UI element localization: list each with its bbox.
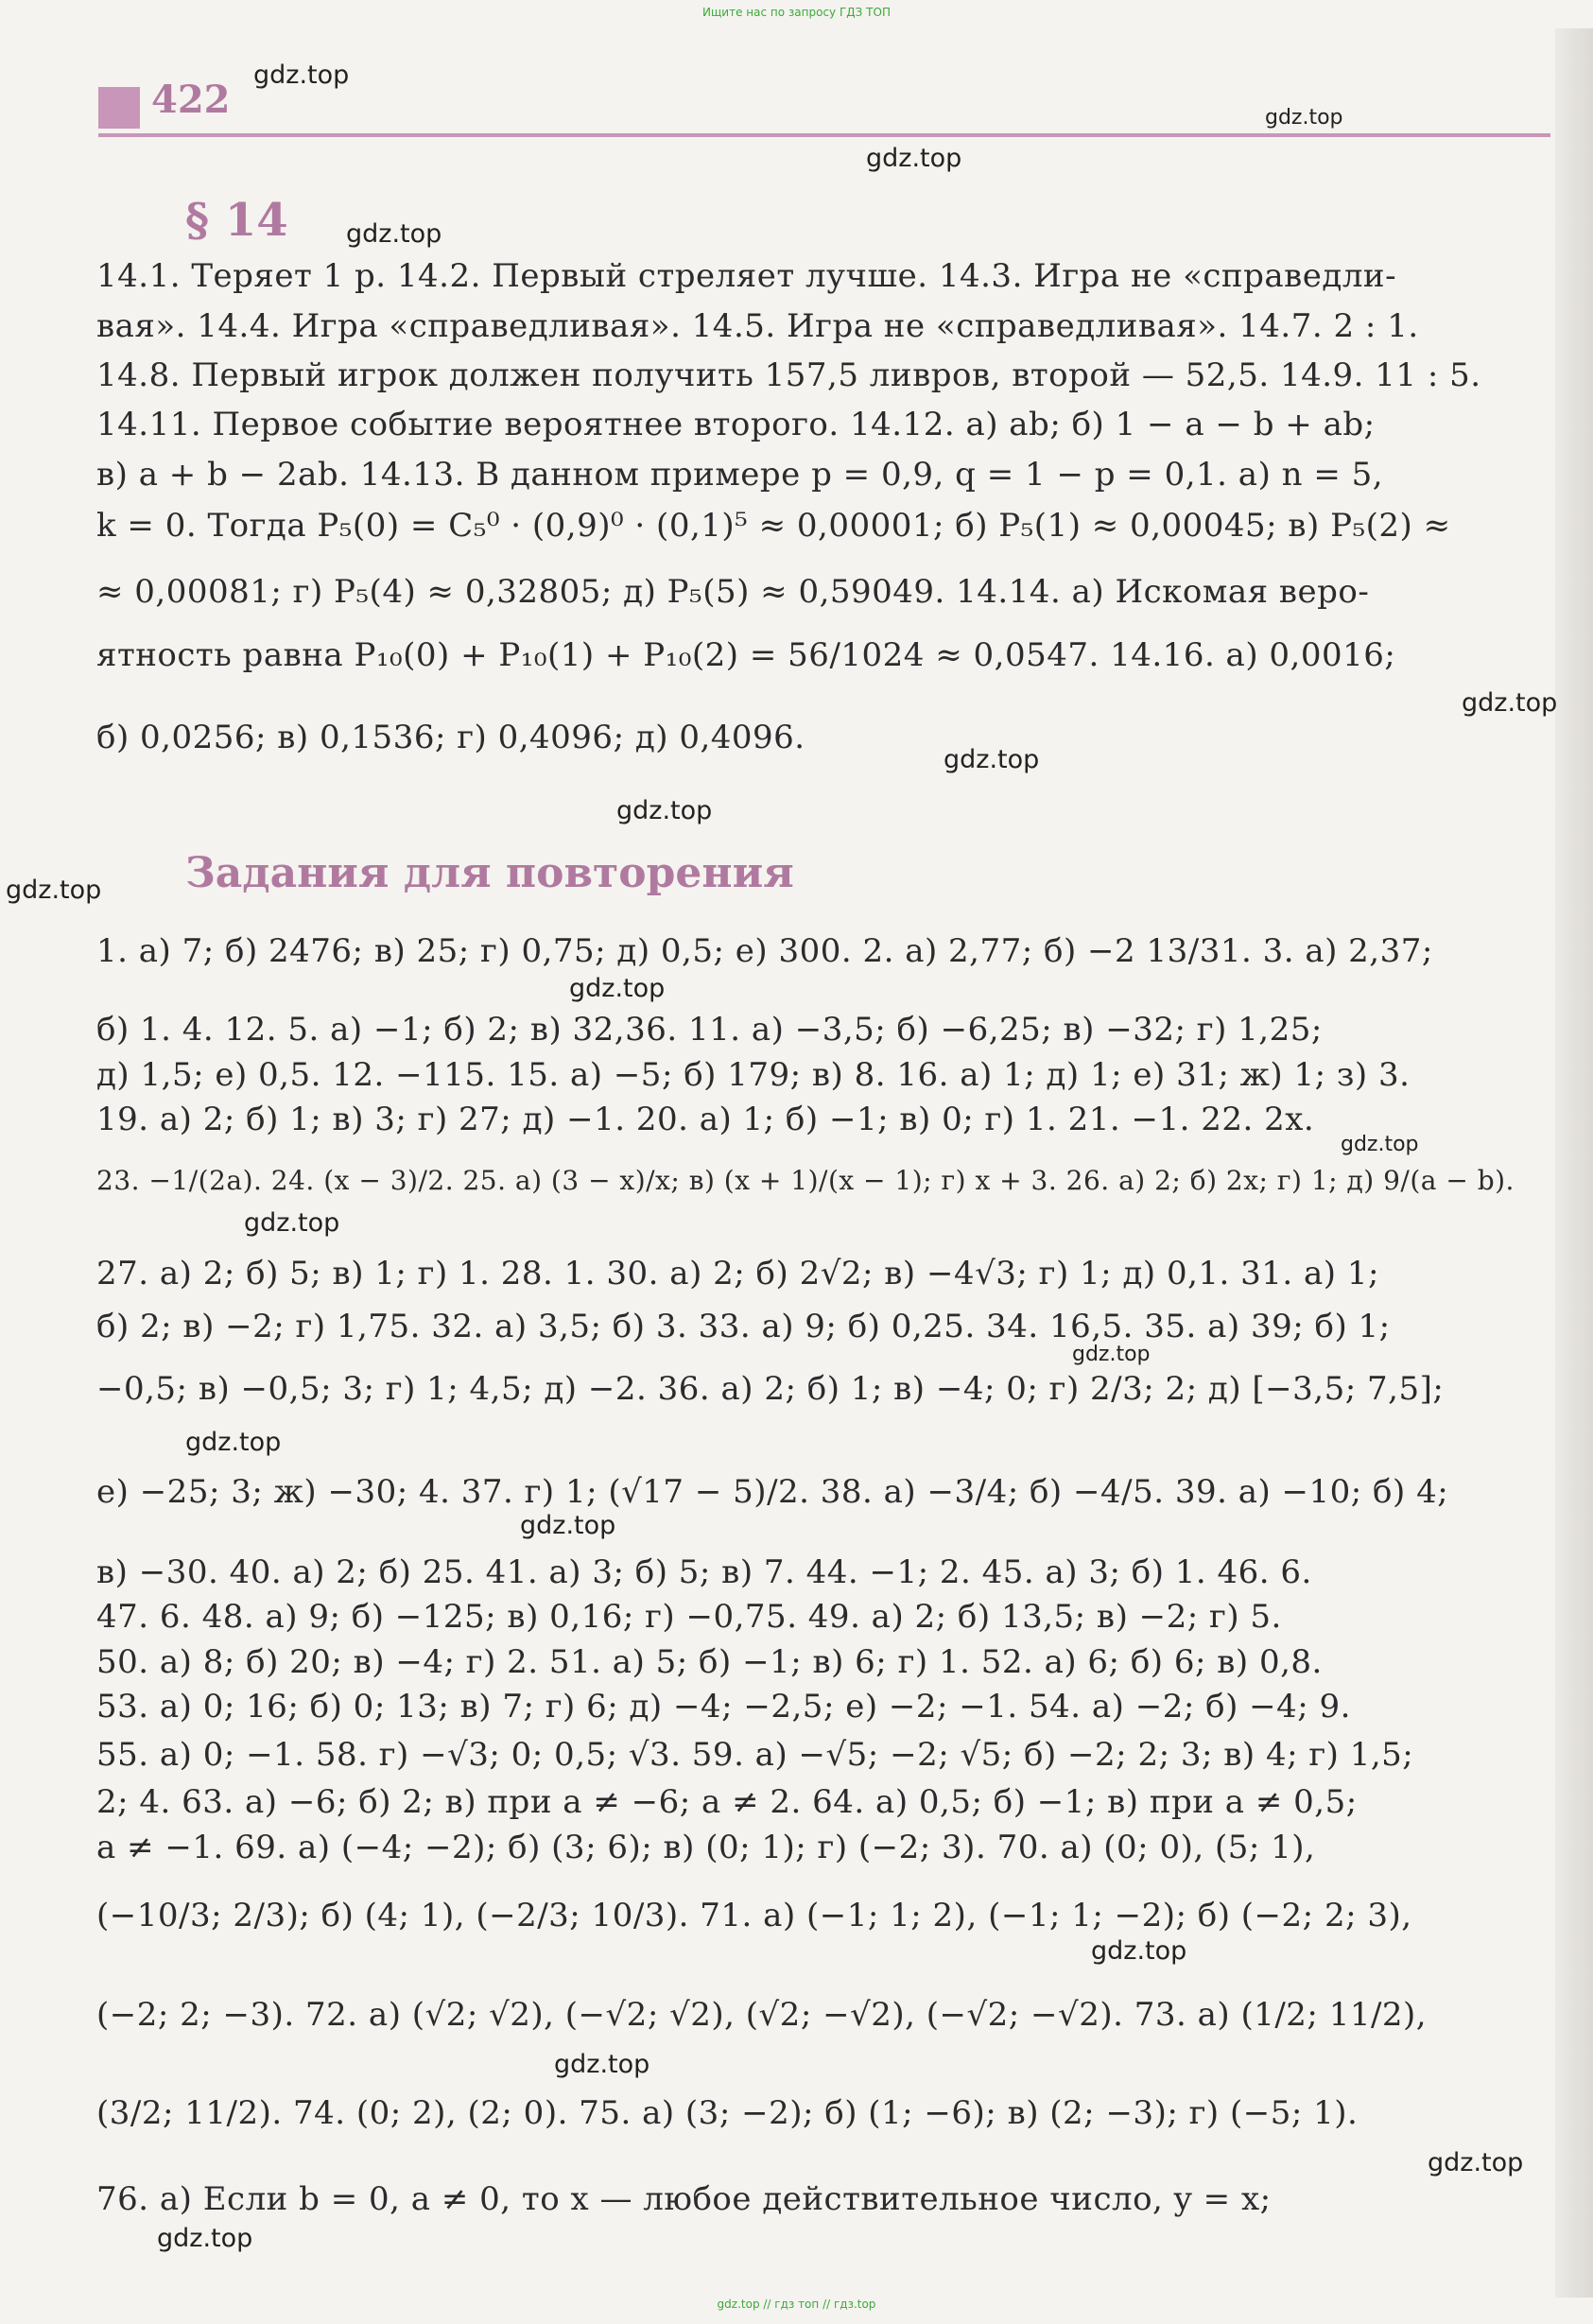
watermark[interactable]: gdz.top: [1462, 688, 1558, 718]
text-line: 1. а) 7; б) 2476; в) 25; г) 0,75; д) 0,5; е) 300. 2. а) 2,77; б) −2 13/31. 3. а) 2,37;: [96, 932, 1433, 970]
text-line: б) 2; в) −2; г) 1,75. 32. а) 3,5; б) 3. 33. а) 9; б) 0,25. 34. 16,5. 35. а) 39; б) 1;: [96, 1308, 1391, 1345]
watermark[interactable]: gdz.top: [866, 144, 962, 173]
text-line: 47. 6. 48. а) 9; б) −125; в) 0,16; г) −0,75. 49. а) 2; б) 13,5; в) −2; г) 5.: [96, 1598, 1282, 1636]
page-number: 422: [151, 78, 231, 122]
text-line: (−10/3; 2/3); б) (4; 1), (−2/3; 10/3). 71. а) (−1; 1; 2), (−1; 1; −2); б) (−2; 2; 3),: [96, 1897, 1412, 1934]
text-line: ятность равна P₁₀(0) + P₁₀(1) + P₁₀(2) = 56/1024 ≈ 0,0547. 14.16. а) 0,0016;: [96, 636, 1396, 674]
header-marker: [98, 87, 140, 129]
text-line: −0,5; в) −0,5; 3; г) 1; 4,5; д) −2. 36. а) 2; б) 1; в) −4; 0; г) 2/3; 2; д) [−3,5; 7,5];: [96, 1370, 1445, 1408]
text-line: 2; 4. 63. а) −6; б) 2; в) при a ≠ −6; a ≠ 2. 64. а) 0,5; б) −1; в) при a ≠ 0,5;: [96, 1783, 1358, 1821]
watermark[interactable]: gdz.top: [157, 2224, 253, 2253]
watermark[interactable]: gdz.top: [1091, 1936, 1187, 1966]
text-line: д) 1,5; е) 0,5. 12. −115. 15. а) −5; б) 179; в) 8. 16. а) 1; д) 1; е) 31; ж) 1; з) 3.: [96, 1056, 1411, 1094]
review-tasks-title: Задания для повторения: [185, 849, 794, 897]
watermark[interactable]: gdz.top: [253, 61, 350, 90]
text-line: в) −30. 40. а) 2; б) 25. 41. а) 3; б) 5; в) 7. 44. −1; 2. 45. а) 3; б) 1. 46. 6.: [96, 1553, 1312, 1591]
text-line: 55. а) 0; −1. 58. г) −√3; 0; 0,5; √3. 59. а) −√5; −2; √5; б) −2; 2; 3; в) 4; г) 1,5;: [96, 1736, 1414, 1774]
watermark[interactable]: gdz.top: [185, 1428, 282, 1457]
text-line: ≈ 0,00081; г) P₅(4) ≈ 0,32805; д) P₅(5) ≈ 0,59049. 14.14. а) Искомая веро-: [96, 573, 1370, 611]
watermark[interactable]: gdz.top: [944, 745, 1040, 774]
text-line: е) −25; 3; ж) −30; 4. 37. г) 1; (√17 − 5)/2. 38. а) −3/4; б) −4/5. 39. а) −10; б) 4;: [96, 1473, 1449, 1511]
text-line: a ≠ −1. 69. а) (−4; −2); б) (3; 6); в) (0; 1); г) (−2; 3). 70. а) (0; 0), (5; 1),: [96, 1829, 1316, 1866]
watermark[interactable]: gdz.top: [244, 1208, 340, 1238]
text-line: (3/2; 11/2). 74. (0; 2), (2; 0). 75. а) (3; −2); б) (1; −6); в) (2; −3); г) (−5; 1).: [96, 2094, 1359, 2132]
watermark[interactable]: gdz.top: [6, 876, 102, 905]
text-line: 50. а) 8; б) 20; в) −4; г) 2. 51. а) 5; б) −1; в) 6; г) 1. 52. а) 6; б) 6; в) 0,8.: [96, 1643, 1323, 1681]
text-line: 23. −1/(2a). 24. (x − 3)/2. 25. а) (3 − x)/x; в) (x + 1)/(x − 1); г) x + 3. 26. а) 2; б) 2x; г) 1; д) 9/(a − b).: [96, 1165, 1515, 1196]
watermark[interactable]: gdz.top: [1341, 1133, 1419, 1156]
watermark[interactable]: gdz.top: [1265, 106, 1343, 130]
watermark[interactable]: gdz.top: [1428, 2148, 1524, 2177]
bottom-banner[interactable]: gdz.top // гдз топ // гдз.top: [717, 2298, 876, 2311]
text-line: 27. а) 2; б) 5; в) 1; г) 1. 28. 1. 30. а) 2; б) 2√2; в) −4√3; г) 1; д) 0,1. 31. а) 1;: [96, 1255, 1379, 1292]
watermark[interactable]: gdz.top: [1072, 1343, 1151, 1366]
page-edge-shadow: [1555, 28, 1593, 2298]
section-title: § 14: [185, 194, 288, 247]
watermark[interactable]: gdz.top: [554, 2050, 650, 2079]
text-line: в) a + b − 2ab. 14.13. В данном примере p = 0,9, q = 1 − p = 0,1. а) n = 5,: [96, 456, 1384, 494]
header-rule: [98, 133, 1550, 137]
watermark[interactable]: gdz.top: [616, 796, 713, 825]
text-line: б) 1. 4. 12. 5. а) −1; б) 2; в) 32,36. 11. а) −3,5; б) −6,25; в) −32; г) 1,25;: [96, 1011, 1323, 1049]
watermark[interactable]: gdz.top: [346, 219, 442, 249]
top-banner[interactable]: Ищите нас по запросу ГДЗ ТОП: [702, 6, 891, 19]
text-line: 19. а) 2; б) 1; в) 3; г) 27; д) −1. 20. а) 1; б) −1; в) 0; г) 1. 21. −1. 22. 2x.: [96, 1101, 1315, 1138]
text-line: 53. а) 0; 16; б) 0; 13; в) 7; г) 6; д) −4; −2,5; е) −2; −1. 54. а) −2; б) −4; 9.: [96, 1688, 1351, 1726]
watermark[interactable]: gdz.top: [569, 974, 666, 1003]
watermark[interactable]: gdz.top: [520, 1511, 616, 1540]
text-line: 14.11. Первое событие вероятнее второго. 14.12. а) ab; б) 1 − a − b + ab;: [96, 406, 1376, 443]
text-line: 14.8. Первый игрок должен получить 157,5 ливров, второй — 52,5. 14.9. 11 : 5.: [96, 356, 1481, 394]
text-line: (−2; 2; −3). 72. а) (√2; √2), (−√2; √2), (√2; −√2), (−√2; −√2). 73. а) (1/2; 11/2),: [96, 1996, 1428, 2034]
text-line: 76. а) Если b = 0, a ≠ 0, то x — любое действительное число, y = x;: [96, 2180, 1272, 2218]
text-line: б) 0,0256; в) 0,1536; г) 0,4096; д) 0,4096.: [96, 719, 805, 756]
text-line: 14.1. Теряет 1 р. 14.2. Первый стреляет лучше. 14.3. Игра не «справедли-: [96, 257, 1397, 295]
text-line: вая». 14.4. Игра «справедливая». 14.5. Игра не «справедливая». 14.7. 2 : 1.: [96, 307, 1419, 345]
text-line: k = 0. Тогда P₅(0) = C₅⁰ · (0,9)⁰ · (0,1)⁵ ≈ 0,00001; б) P₅(1) ≈ 0,00045; в) P₅(2) ≈: [96, 507, 1451, 545]
